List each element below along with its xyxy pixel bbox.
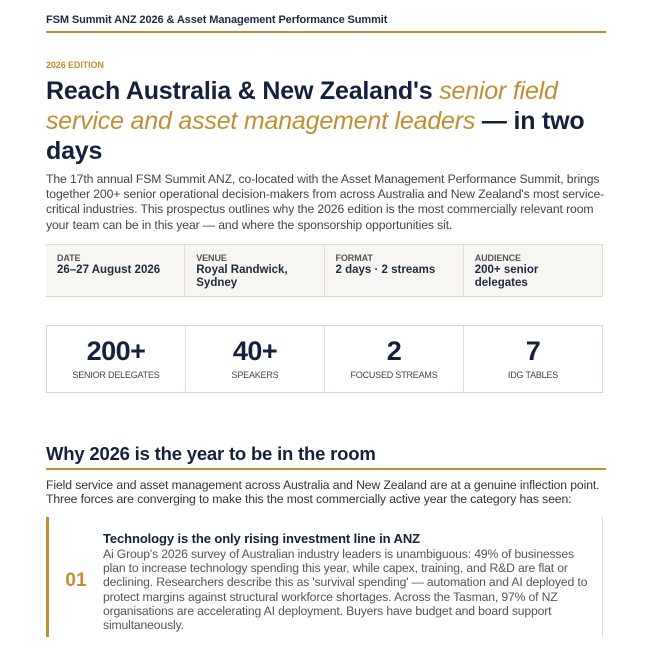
fact-venue [184,245,323,296]
fact-value: Royal Randwick, Sydney [196,263,288,290]
key-stats [46,325,603,393]
edition-label: 2026 EDITION [46,60,104,70]
hero-title-lead: Reach Australia & New Zealand's [46,77,440,105]
prospectus-page [46,0,606,637]
stat-label: FOCUSED STREAMS [350,369,438,380]
fact-date [46,245,184,296]
fact-label: FORMAT [335,252,373,263]
force-card [46,517,603,637]
stat-value: 40+ [232,335,278,366]
stat-value: 7 [525,335,541,366]
stat-value: 200+ [86,335,146,366]
stat-idg-tables [463,326,602,392]
fact-audience [463,245,602,296]
hero-title-accent: senior field service and asset management leaders [46,77,558,135]
stat-streams [324,326,463,392]
hero-title [46,76,606,166]
fact-label: VENUE [196,252,227,263]
force-body [103,517,603,637]
section-intro: Field service and asset management across Australia and New Zealand are at a genuine inflection point. Three forces are converging to make this the most commercially active year the category has seen: [46,477,600,507]
fact-format [324,245,463,296]
fact-label: DATE [57,252,81,263]
section-title-why-2026: Why 2026 is the year to be in the room [46,443,606,470]
stat-label: SENIOR DELEGATES [72,369,160,380]
event-facts-bar [46,244,603,297]
fact-label: AUDIENCE [474,252,521,263]
running-header: FSM Summit ANZ 2026 & Asset Management Performance Summit [46,0,606,33]
stat-label: SPEAKERS [231,369,279,380]
stat-value: 2 [386,335,402,366]
hero-lede: The 17th annual FSM Summit ANZ, co-located with the Asset Management Performance Summit, brings together 200+ senior operational decision-makers from across Australia and New Zealand's most service-critical industries. This prospectus outlines why the 2026 edition is the most commercially relevant room your team can be in this year — and where the sponsorship opportunities sit. [46,172,605,232]
stat-speakers [185,326,324,392]
force-title: Technology is the only rising investment line in ANZ [103,530,420,546]
fact-value: 2 days · 2 streams [335,263,436,276]
force-text: Ai Group's 2026 survey of Australian industry leaders is unambiguous: 49% of businesses plan to increase technology spending this year, while capex, training, and R&D are flat or declining. Researchers describe this as 'survival spending' — automation and AI deployed to protect margins against structural workforce shortages. Across the Tasman, 97% of NZ organisations are accelerating AI deployment. Buyers have budget and board support simultaneously. [103,546,588,633]
force-number: 01 [65,569,87,591]
stat-label: IDG TABLES [507,369,559,380]
fact-value: 26–27 August 2026 [57,263,161,276]
fact-value: 200+ senior delegates [474,263,539,290]
stat-delegates [47,326,185,392]
hero-title-tail: — in two days [46,107,585,165]
